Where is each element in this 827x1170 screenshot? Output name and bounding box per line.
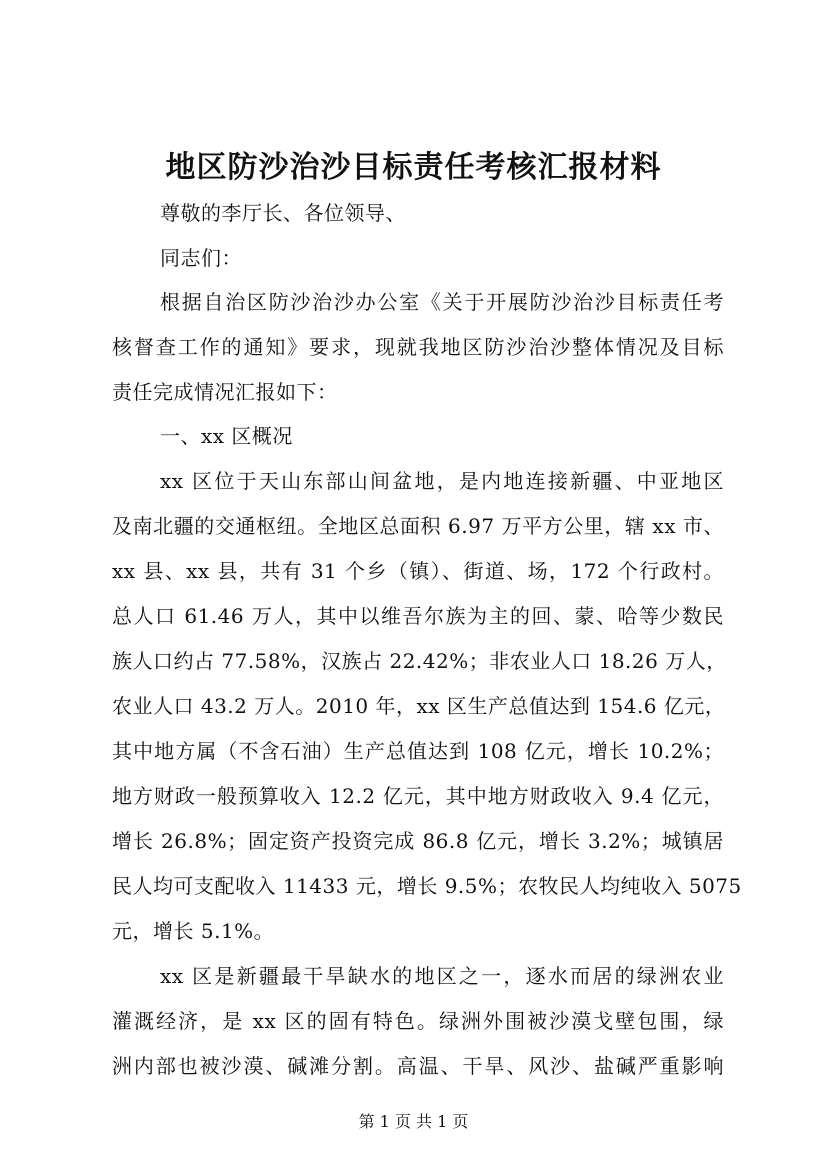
salutation-line: 尊敬的李厅长、各位领导、 (160, 201, 406, 225)
paragraph-line: 灌溉经济，是 xx 区的固有特色。绿洲外围被沙漠戈壁包围，绿 (112, 1009, 724, 1033)
paragraph-line: xx 县、xx 县，共有 31 个乡（镇）、街道、场，172 个行政村。 (112, 559, 724, 583)
paragraph-line: xx 区位于天山东部山间盆地，是内地连接新疆、中亚地区 (160, 469, 724, 493)
paragraph-line: 根据自治区防沙治沙办公室《关于开展防沙治沙目标责任考 (160, 290, 724, 314)
paragraph-line: 其中地方属（不含石油）生产总值达到 108 亿元，增长 10.2%； (112, 739, 724, 763)
paragraph-line: 总人口 61.46 万人，其中以维吾尔族为主的回、蒙、哈等少数民 (112, 604, 724, 628)
paragraph-line: 元，增长 5.1%。 (112, 919, 275, 943)
section-heading: 一、xx 区概况 (160, 424, 293, 448)
paragraph-line: 核督查工作的通知》要求，现就我地区防沙治沙整体情况及目标 (112, 335, 724, 359)
paragraph-line: 民人均可支配收入 11433 元，增长 9.5%；农牧民人均纯收入 5075 (112, 874, 742, 898)
paragraph-line: 族人口约占 77.58%，汉族占 22.42%；非农业人口 18.26 万人， (112, 649, 727, 673)
paragraph-line: xx 区是新疆最干旱缺水的地区之一，逐水而居的绿洲农业 (160, 964, 724, 988)
paragraph-line: 农业人口 43.2 万人。2010 年，xx 区生产总值达到 154.6 亿元， (112, 694, 726, 718)
paragraph-line: 及南北疆的交通枢纽。全地区总面积 6.97 万平方公里，辖 xx 市、 (112, 514, 724, 538)
paragraph-line: 地方财政一般预算收入 12.2 亿元，其中地方财政收入 9.4 亿元， (112, 784, 724, 808)
paragraph-line: 洲内部也被沙漠、碱滩分割。高温、干旱、风沙、盐碱严重影响 (112, 1054, 724, 1078)
paragraph-line: 责任完成情况汇报如下： (112, 380, 338, 404)
page-footer: 第 1 页 共 1 页 (358, 1112, 469, 1131)
document-title: 地区防沙治沙目标责任考核汇报材料 (165, 150, 662, 185)
paragraph-line: 增长 26.8%；固定资产投资完成 86.8 亿元，增长 3.2%；城镇居 (112, 829, 724, 853)
salutation-line: 同志们： (160, 246, 242, 270)
